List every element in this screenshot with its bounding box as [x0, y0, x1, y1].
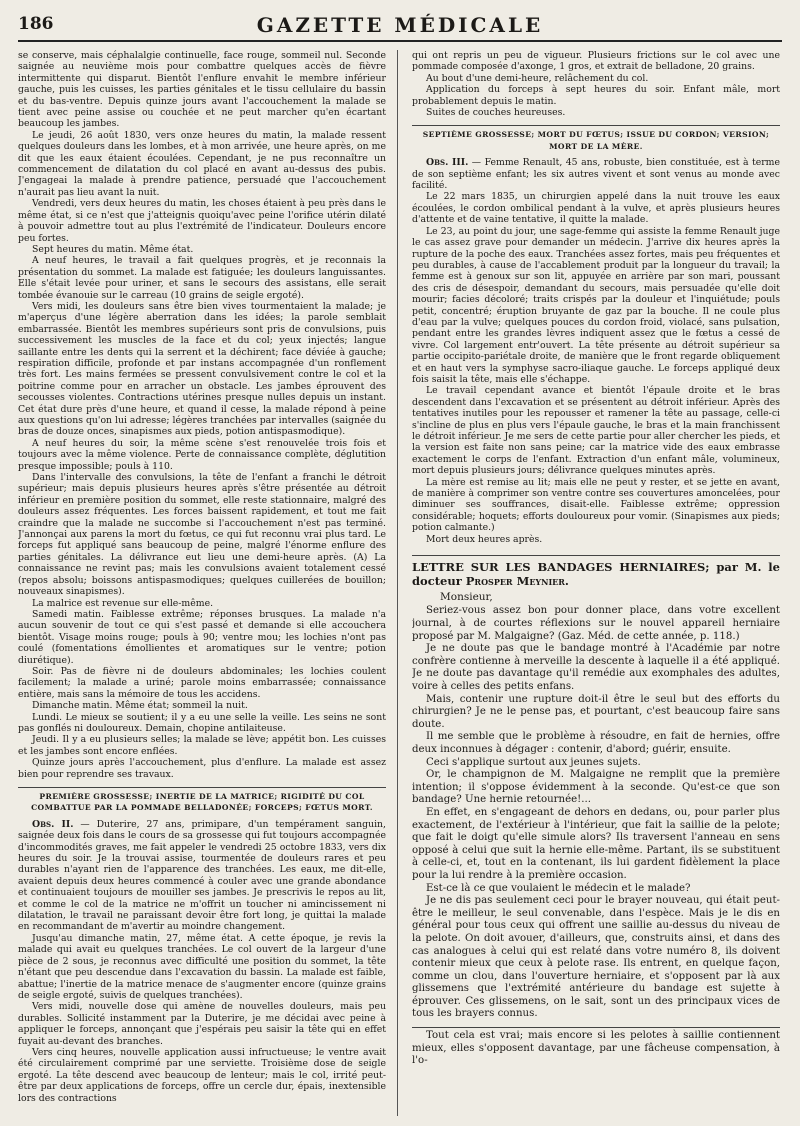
paragraph: Soir. Pas de fièvre ni de douleurs abdominales; les lochies coulent facilement; la malade a uriné; parole moins embarrassée; connaissance entière, mais sans la mémoire de tous les accidens.: [18, 665, 386, 700]
paragraph: A neuf heures du soir, la même scène s'est renouvelée trois fois et toujours avec la même violence. Perte de connaissance complète, déglutition presque impossible; pouls à 110.: [18, 437, 386, 472]
paragraph: Application du forceps à sept heures du soir. Enfant mâle, mort probablement depuis le matin.: [412, 84, 780, 107]
paragraph: Dimanche matin. Même état; sommeil la nuit.: [32, 700, 248, 712]
paragraph: Je ne dis pas seulement ceci pour le brayer nouveau, qui était peut-être le meilleur, le seul convenable, dans l'espèce. Mais je le dis en général pour tous ceux qui offrent une saillie au-dessus du niveau de la pelote. On doit avouer, d'ailleurs, que, construits ainsi, et dans des cas analogues à celui qui est relaté dans votre numéro 8, ils doivent contenir mieux que ceux à pelote rase. Ils entrent, en quelque façon, comme un clou, dans l'ouverture herniaire, et s'opposent par là aux glissemens que l'extrémité antérieure du bandage est sujette à éprouver. Ces glissemens, on le sait, sont un des principaux vices de tous les brayers connus.: [412, 895, 780, 1020]
paragraph: Seriez-vous assez bon pour donner place, dans votre excellent journal, à de courtes réflexions sur le nouvel appareil herniaire proposé par M. Malgaigne? (Gaz. Méd. de cette année, p. 118.): [412, 605, 780, 642]
observation-label: Obs. II.: [32, 818, 74, 830]
page-header: [18, 14, 782, 42]
paragraph: A neuf heures, le travail a fait quelques progrès, et je reconnais la présentation du sommet. La malade est fatiguée; les douleurs languissantes. Elle s'était levée pour uriner, et sans le secours des assistans, elle serait tombée évanouie sur le carreau (10 grains de seigle ergoté).: [18, 255, 386, 301]
paragraph: Lundi. Le mieux se soutient; il y a eu une selle la veille. Les seins ne sont pas gonflés ni douloureux. Demain, chopine antilaiteuse.: [18, 711, 386, 734]
letter-body: [412, 605, 780, 1067]
section-heading: PREMIÈRE GROSSESSE; INERTIE DE LA MATRICE; RIGIDITÉ DU COL COMBATTUE PAR LA POMMADE BELLADONÉE; FORCEPS; FŒTUS MORT.: [18, 787, 386, 814]
paragraph: La malrice est revenue sur elle-même.: [32, 597, 214, 609]
paragraph: Ceci s'applique surtout aux jeunes sujets.: [426, 756, 641, 768]
paragraph: Jeudi. Il y a eu plusieurs selles; la malade se lève; appétit bon. Les cuisses et les jambes sont encore enflées.: [18, 734, 386, 757]
letter-greeting: Monsieur,: [440, 591, 493, 604]
separator-rule: [412, 1027, 780, 1028]
paragraph: Le 22 mars 1835, un chirurgien appelé dans la nuit trouve les eaux écoulées, le cordon ombilical pendant à la vulve, et après plusieurs heures d'attente et de vaine tentative, il quitte la malade.: [412, 191, 780, 226]
observation-paragraph: [18, 819, 386, 933]
paragraph: Vers cinq heures, nouvelle application aussi infructueuse; le ventre avait été circulairement comprimé par une serviette. Troisième dose de seigle ergoté. La tête descend avec beaucoup de lenteur; mais le col, irrité peut-être par deux applications de forceps, offre un cercle dur, épais, inextensible lors des contractions: [18, 1046, 386, 1104]
paragraph: Vendredi, vers deux heures du matin, les choses étaient à peu près dans le même état, si ce n'est que j'atteignis quoiqu'avec peine l'orifice utérin dilaté à pouvoir admettre tout au plus l'extrémité de l'indicateur. Douleurs encore peu fortes.: [18, 198, 386, 244]
paragraph: Au bout d'une demi-heure, relâchement du col.: [426, 72, 649, 84]
paragraph: Mort deux heures après.: [426, 533, 543, 545]
letter-author: Prosper Meynier.: [465, 574, 569, 589]
paragraph: Jusqu'au dimanche matin, 27, même état. A cette époque, je revis la malade qui avait eu quelques tranchées. Le col ouvert de la largeur d'une pièce de 2 sous, je reconnus avec difficulté une position du sommet, la tête n'étant que peu descendue dans l'excavation du bassin. La malade est faible, abattue; l'inertie de la matrice menace de s'augmenter encore (quinze grains de seigle ergoté, suivis de quelques tranchées).: [18, 932, 386, 1001]
observation-label: Obs. III.: [426, 157, 469, 169]
paragraph: Il me semble que le problème à résoudre, en fait de hernies, offre deux inconnues à dégager : contenir, d'abord; guérir, ensuite.: [412, 731, 780, 755]
paragraph: Le travail cependant avance et bientôt l'épaule droite et le bras descendent dans l'excavation et se présentent au détroit inférieur. Après des tentatives inutiles pour les repousser et ramener la tête au passage, celle-ci s'incline de plus en plus vers l'épaule gauche, le bras et la main franchissent le détroit inférieur. Je me sers de cette partie pour aller chercher les pieds, et la version est faite non sans peine; car la matrice vide des eaux embrasse exactement le corps de l'enfant. Extraction d'un enfant mâle, volumineux, mort depuis plusieurs jours; délivrance quelques minutes après.: [412, 385, 780, 477]
observation-paragraph: [412, 157, 780, 191]
paragraph: Tout cela est vrai; mais encore si les pelotes à saillie contiennent mieux, elles s'opposent davantage, par une fâcheuse compensation, à l'o-: [412, 1030, 780, 1067]
paragraph: se conserve, mais céphalalgie continuelle, face rouge, sommeil nul. Seconde saignée au neuvième mois pour combattre quelques accès de fièvre intermittente qui disparut. Bientôt l'enflure envahit le membre inférieur gauche, puis les cuisses, les parties génitales et le tissu cellulaire du bassin et du bas-ventre. Depuis quinze jours avant l'accouchement la malade se tient avec peine assise ou couchée et ne peut marcher qu'en écartant beaucoup les jambes.: [18, 50, 386, 130]
section-heading: SEPTIÈME GROSSESSE; MORT DU FŒTUS; ISSUE DU CORDON; VERSION; MORT DE LA MÈRE.: [412, 125, 780, 152]
paragraph: Samedi matin. Faiblesse extrême; réponses brusques. La malade n'a aucun souvenir de tout ce qui s'est passé et demande si elle accouchera bientôt. Visage moins rouge; pouls à 90; ventre mou; les lochies n'ont pas coulé (fomentations émollientes et aromatiques sur le ventre; potion diurétique).: [18, 608, 386, 666]
paragraph: Le 23, au point du jour, une sage-femme qui assiste la femme Renault juge le cas assez grave pour demander un médecin. J'arrive dix heures après la rupture de la poche des eaux. Tranchées assez fortes, mais peu fréquentes et peu durables, à cause de l'accablement produit par la longueur du travail; la femme est à genoux sur son lit, appuyée en arrière par son mari, poussant des cris de désespoir, demandant du secours, mais persuadée qu'elle doit mourir; facies décoloré; traits crispés par la douleur et l'inquiétude; pouls petit, concentré; éruption bruyante de gaz par la bouche. Il ne coule plus d'eau par la vulve; quelques pouces du cordon froid, violacé, sans pulsation, pendant entre les grandes lèvres indiquent assez que le fœtus a cessé de vivre. Col largement entr'ouvert. La tête présente au détroit supérieur sa partie occipito-pariétale droite, de manière que le front regarde obliquement et en haut vers la symphyse sacro-iliaque gauche. Le forceps appliqué deux fois saisit la tête, mais elle s'échappe.: [412, 225, 780, 385]
column-divider: [397, 50, 398, 1116]
observation-text: — Femme Renault, 45 ans, robuste, bien constituée, est à terme de son septième enfant; les six autres vivent et sont venus au monde avec facilité.: [412, 157, 780, 192]
journal-title: GAZETTE MÉDICALE: [256, 13, 544, 37]
right-column: [412, 50, 780, 1118]
paragraph: Vers midi, nouvelle dose qui amène de nouvelles douleurs, mais peu durables. Sollicité instamment par la Duterire, je me décidai avec peine à appliquer le forceps, annonçant que j'espérais peu saisir la tête qui en effet fuyait au-devant des branches.: [18, 1001, 386, 1047]
paragraph: La mère est remise au lit; mais elle ne peut y rester, et se jette en avant, de manière à comprimer son ventre contre ses couvertures amoncelées, pour diminuer ses souffrances, disait-elle. Faiblesse extrême; oppression considérable; hoquets; efforts douloureux pour vomir. (Sinapismes aux pieds; potion calmante.): [412, 476, 780, 534]
paragraph: En effet, en s'engageant de dehors en dedans, ou, pour parler plus exactement, de l'extérieur à l'intérieur, que fait la saillie de la pelote; que fait le doigt qu'elle simule alors? Ils traversent l'anneau en sens opposé à celui que suit la hernie elle-même. Partant, ils se substituent à celle-ci, et, tout en la contenant, ils lui gardent fidèlement la place pour la lui rendre à la première occasion.: [412, 806, 780, 881]
paragraph: Le jeudi, 26 août 1830, vers onze heures du matin, la malade ressent quelques douleurs dans les lombes, et à mon arrivée, une heure après, on me dit que les eaux étaient écoulées. Cependant, je ne pus reconnaître un commencement de dilatation du col placé en avant au-dessus des pubis. J'engageai la malade à prendre patience, persuadé que l'accouchement n'aurait pas lieu avant la nuit.: [18, 129, 386, 198]
page-number: 186: [18, 14, 54, 34]
paragraph: qui ont repris un peu de vigueur. Plusieurs frictions sur le col avec une pommade composée d'axonge, 1 gros, et extrait de belladone, 20 grains.: [412, 50, 780, 73]
left-column: [18, 50, 386, 1118]
paragraph: Je ne doute pas que le bandage montré à l'Académie par notre confrère contienne à merveille la descente à laquelle il a été appliqué. Je ne doute pas davantage qu'il remédie aux exomphales des adultes, voire à celles des petits enfans.: [412, 643, 780, 693]
paragraph: Quinze jours après l'accouchement, plus d'enflure. La malade est assez bien pour reprendre ses travaux.: [18, 757, 386, 780]
paragraph: Sept heures du matin. Même état.: [32, 243, 194, 255]
letter-title: [412, 555, 780, 588]
letter-title-text: LETTRE SUR LES BANDAGES HERNIAIRES; par M. le docteur: [412, 560, 780, 589]
paragraph: Mais, contenir une rupture doit-il être le seul but des efforts du chirurgien? Je ne le pense pas, et pourtant, c'est beaucoup faire sans doute.: [412, 693, 780, 730]
paragraph: Or, le champignon de M. Malgaigne ne remplit que la première intention; il s'oppose évidemment à la seconde. Qu'est-ce que son bandage? Une hernie retournée!...: [412, 769, 780, 806]
paragraph: Dans l'intervalle des convulsions, la tête de l'enfant a franchi le détroit supérieur; mais depuis plusieurs heures après s'être présentée au détroit inférieur en première position du sommet, elle reste stationnaire, malgré des douleurs assez fréquentes. Les forces baissent rapidement, et tout me fait craindre que la malade ne succombe si l'accouchement n'est pas terminé. J'annonçai aux parens la mort du fœtus, ce qui fut reconnu vrai plus tard. Le forceps fut appliqué sans beaucoup de peine, malgré l'énorme enflure des parties génitales. La délivrance eut lieu une demi-heure après. (A) La connaissance ne revint pas; mais les convulsions avaient totalement cessé (repos absolu; boissons antispasmodiques; quelques cuillerées de bouillon; nouveaux sinapismes).: [18, 472, 386, 598]
paragraph: Est-ce là ce que voulaient le médecin et le malade?: [426, 882, 691, 894]
paragraph: Vers midi, les douleurs sans être bien vives tourmentaient la malade; je m'aperçus d'une légère aberration dans les idées; la parole semblait embarrassée. Bientôt les membres supérieurs sont pris de convulsions, puis successivement les muscles de la face et du col; yeux injectés; langue saillante entre les dents qui la serrent et la déchirent; face déviée à gauche; respiration difficile, profonde et par instans accompagnée d'un ronflement très fort. Les mains fermées se pressent convulsivement contre le col et la poitrine comme pour en arracher un obstacle. Les jambes éprouvent des secousses violentes. Contractions utérines presque nulles depuis un instant. Cet état dure près d'une heure, et quand il cesse, la malade répond à peine aux questions qu'on lui adresse; légères tranchées par intervalles (saignée du bras de douze onces, sinapismes aux pieds, potion antispasmodique).: [18, 300, 386, 438]
paragraph: Suites de couches heureuses.: [426, 107, 566, 119]
observation-text: — Duterire, 27 ans, primipare, d'un tempérament sanguin, saignée deux fois dans le cours de sa grossesse qui fut toujours accompagnée d'incommodités graves, me fait appeler le vendredi 25 octobre 1833, vers dix heures du soir. Je la trouvai assise, tourmentée de douleurs rares et peu durables n'ayant rien de l'apparence des tranchées. Les eaux, me dit-elle, avaient depuis deux heures commencé à couler avec une grande abondance et continuaient toujours de mouiller ses jambes. Je prescrivis le repos au lit, et comme le col de la matrice ne m'offrit un toucher ni amincissement ni dilatation, le travail ne paraissant devoir être fort long, je quittai la malade en recommandant de m'avertir au moindre changement.: [18, 818, 386, 933]
